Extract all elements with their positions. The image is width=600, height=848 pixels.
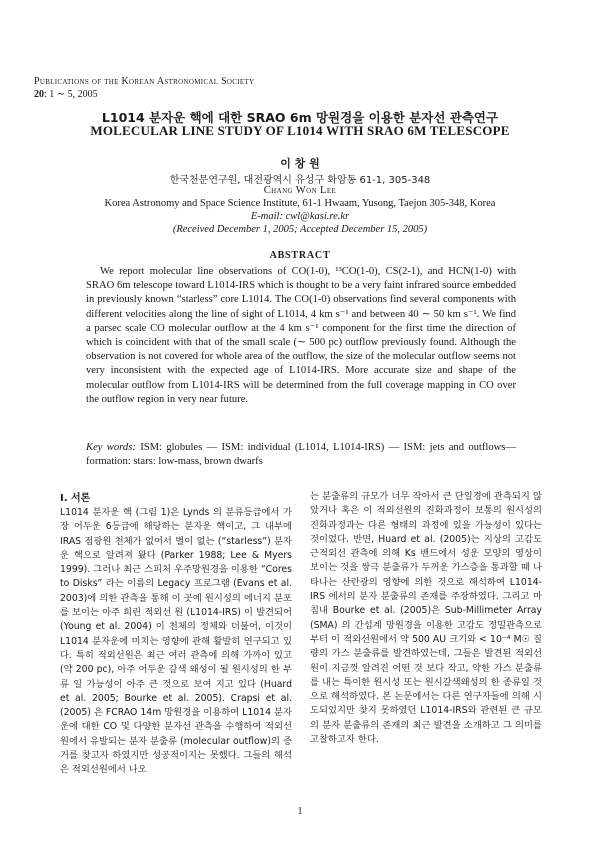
received-dates: (Received December 1, 2005; Accepted December 15, 2005) <box>172 224 428 235</box>
affiliation-korean: 한국천문연구원, 대전광역시 유성구 화암동 61-1, 305-348 <box>169 175 431 186</box>
title-korean: L1014 분자운 핵에 대한 SRAO 6m 망원경을 이용한 분자선 관측연구 <box>101 110 499 125</box>
author-english: Chang Won Lee <box>263 185 337 196</box>
body-column-left: L1014 분자운 핵 (그림 1)은 Lynds 의 분류등급에서 가장 어두운 6등급에 해당하는 분자운 핵이고, 그 내부에 IRAS 점광원 천체가 없어서 별이 없는 (“starless”) 분자운 핵으로 알려져 왔다 (Parker 1988; Lee & Myers 1999). 그러나 최근 스피처 우주망원경을 이용한 “Cores to Disks” 라는 이름의 Legacy 프로그램 (Evans et al. 2003)에 의한 관측을 통해 이 곳에 원시성의 에너지 분포를 보이는 아주 희린 적외선 원 (L1014-IRS) 이 발견되어 (Young et al. 2004) 이 천체의 정체와 더불어, 이것이 L1014 분자운에 미치는 영향에 관해 활발히 연구되고 있다. 특히 적외선원은 최근 여러 관측에 의해 가까이 있고 (약 200 pc), 아주 어두운 갈색 왜성이 될 원시성의 한 부류 일 가능성이 아주 큰 것으로 보여 지고 있다 (Huard et al. 2005; Bourke et al. 2005). Crapsi et al. (2005) 은 FCRAO 14m 망원경을 이용하여 L1014 분자운에 대한 CO 및 다양한 분자선 관측을 수행하여 적외선원에서 유발되는 분자 분출류 (molecular outflow)의 증거를 찾고자 하였지만 성공적이지는 못했다. 그들의 해석은 적외선원에서 나오 <box>60 507 292 776</box>
keywords-label: Key words: <box>86 442 136 453</box>
affiliation-english: Korea Astronomy and Space Science Institute, 61-1 Hwaam, Yusong, Taejon 305-348, Korea <box>104 198 496 209</box>
author-email: E-mail: cwl@kasi.re.kr <box>250 211 350 222</box>
keywords-text: ISM: globules — ISM: individual (L1014, L1014-IRS) — ISM: jets and outflows—formation: stars: low-mass, brown dwarfs <box>86 442 516 468</box>
abstract-text: We report molecular line observations of CO(1-0), ¹³CO(1-0), CS(2-1), and HCN(1-0) with SRAO 6m telescope toward L1014-IRS which is thought to be a very faint infrared source embedded in previously known “starless” core L1014. The CO(1-0) observations find several components with different velocities along the line of sight of L1014, 4 km s⁻¹ and between 40 ∼ 50 km s⁻¹. We find a parsec scale CO molecular outflow at the 4 km s⁻¹ component for the first time the direction of which is coincident with that of the small scale (∼ 500 pc) outflow previously found. Although the observation is not covered for whole area of the outflow, the size of the molecular outflow seems not very inconsistent with the expected age of L1014-IRS. More accurate size and shape of the molecular outflow from L1014-IRS will be determined from the full coverage mapping in CO over the outflow region in very near future. <box>86 266 516 405</box>
volume-pages: : 1 ∼ 5, 2005 <box>44 89 98 100</box>
page-number: 1 <box>297 806 303 817</box>
journal-name: Publications of the Korean Astronomical Society <box>34 76 255 87</box>
volume-number: 20 <box>34 89 44 100</box>
volume-info <box>34 89 98 100</box>
author-korean: 이 창 원 <box>280 157 320 170</box>
keywords <box>86 441 516 469</box>
body-column-right: 는 분출류의 규모가 너무 작아서 큰 단일경에 관측되지 않았거나 혹은 이 적외선원의 진화과정이 보통의 원시성의 진화과정과는 다른 형태의 과정에 있을 가능성이 있다는 것이었다. 반면, Huard et al. (2005)는 지상의 고감도 근적외선 관측에 의해 Ks 밴드에서 성운 모양의 영상이 보이는 것을 쌍극 분출류가 두꺼운 가스층을 통과할 때 나타나는 산란광의 영향에 의한 것으로 해석하여 L1014-IRS 에서의 분자 분출류의 존재를 주장하였다. 그리고 마침내 Bourke et al. (2005)은 Sub-Millimeter Array (SMA) 의 간섭계 망원경을 이용한 고감도 정밀관측으로부터 이 적외선원에서 약 500 AU 크기와 < 10⁻⁴ M☉ 질량의 가스 분출류를 발견하였는데, 그들은 발견된 적외선원이 지금껏 알려진 어떤 것 보다 작고, 약한 가스 분출류를 내는 특이한 원시성 또는 원시갈색왜성의 한 종류일 것으로 해석하였다. 본 논문에서는 다른 연구자들에 의해 시도되었지만 찾지 못하였던 L1014-IRS와 관련된 큰 규모의 분자 분출류의 존재의 최근 발견을 소개하고 그 의미를 고찰하고자 한다. <box>310 491 542 746</box>
title-english: MOLECULAR LINE STUDY OF L1014 WITH SRAO 6M TELESCOPE <box>90 123 510 138</box>
section-heading-introduction: I. 서론 <box>60 493 91 504</box>
abstract-heading: ABSTRACT <box>269 250 331 261</box>
